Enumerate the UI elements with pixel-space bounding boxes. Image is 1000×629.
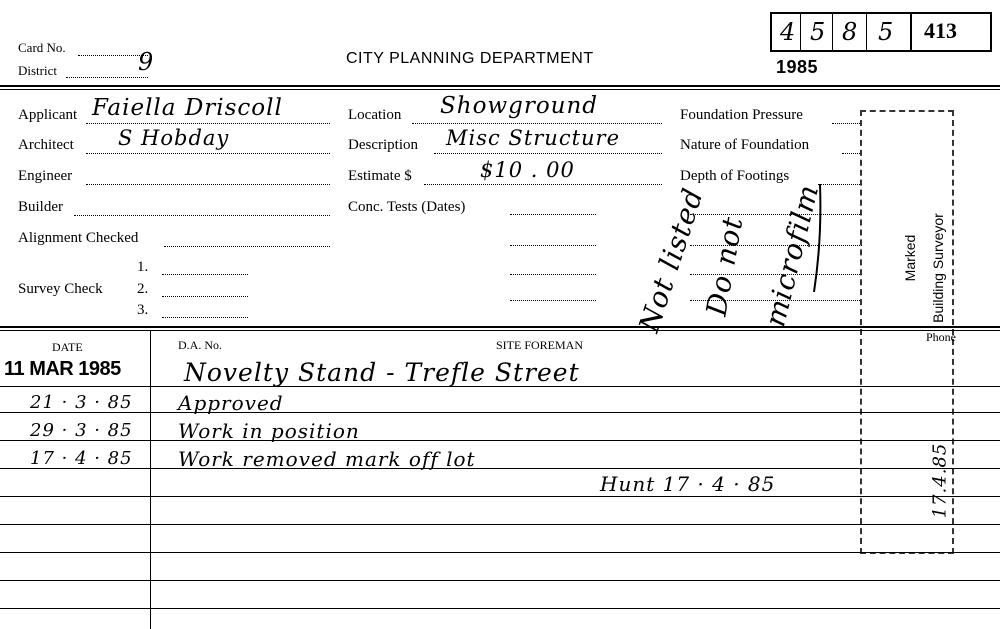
department-title: CITY PLANNING DEPARTMENT [346, 50, 594, 67]
number-digit-3: 8 [842, 18, 859, 46]
description-label: Description [348, 137, 418, 153]
row-2-date: 21 · 3 · 85 [30, 392, 133, 413]
row-3-entry: Work in position [178, 419, 360, 443]
architect-label: Architect [18, 137, 74, 153]
row-4-date: 17 · 4 · 85 [30, 448, 133, 469]
conc-tests-label: Conc. Tests (Dates) [348, 199, 466, 215]
builder-label: Builder [18, 199, 63, 215]
site-foreman-header: SITE FOREMAN [496, 338, 584, 352]
district-line [66, 77, 148, 78]
alignment-label: Alignment Checked [18, 230, 139, 246]
signature: Hunt 17 · 4 · 85 [600, 472, 776, 496]
applicant-value: Faiella Driscoll [92, 95, 283, 121]
phone-header: Phone [926, 330, 956, 344]
estimate-label: Estimate $ [348, 168, 412, 184]
district-label: District [18, 63, 57, 78]
number-suffix: 413 [924, 18, 957, 43]
row-1-date: 11 MAR 1985 [4, 358, 121, 380]
number-digit-2: 5 [810, 18, 827, 46]
stamp-date: 17.4.85 [929, 442, 951, 519]
row-1-entry: Novelty Stand - Trefle Street [184, 358, 580, 387]
date-header: DATE [52, 340, 83, 354]
table-rule-top [0, 326, 1000, 328]
note-stroke [800, 180, 840, 300]
engineer-label: Engineer [18, 168, 73, 184]
depth-of-footings-label: Depth of Footings [680, 168, 790, 184]
row-2-entry: Approved [178, 391, 284, 415]
da-no-header: D.A. No. [178, 338, 222, 352]
stamp-marked: Marked [902, 234, 918, 282]
description-value: Misc Structure [446, 126, 621, 150]
stamp-surveyor: Building Surveyor [930, 213, 946, 323]
location-value: Showground [440, 93, 599, 119]
architect-value: S Hobday [118, 126, 230, 150]
location-label: Location [348, 107, 402, 123]
year: 1985 [776, 57, 819, 77]
nature-of-foundation-label: Nature of Foundation [680, 137, 810, 153]
card-no-label: Card No. [18, 40, 66, 55]
survey-item-2: 2. [137, 281, 149, 297]
note-microfilm: microfilm [758, 180, 826, 330]
number-digit-4: 5 [878, 18, 895, 46]
date-column-divider [150, 330, 151, 629]
survey-check-label: Survey Check [18, 281, 103, 297]
header-rule-top [0, 85, 1000, 87]
estimate-value: $10 . 00 [480, 158, 575, 182]
applicant-label: Applicant [18, 107, 78, 123]
number-digit-1: 4 [780, 18, 797, 46]
survey-item-3: 3. [137, 302, 149, 318]
header-rule-bottom [0, 89, 1000, 90]
survey-item-1: 1. [137, 259, 149, 275]
row-3-date: 29 · 3 · 85 [30, 420, 133, 441]
foundation-pressure-label: Foundation Pressure [680, 107, 803, 123]
district-value: 9 [138, 48, 155, 76]
note-not-listed: Not listed [632, 183, 710, 337]
row-4-entry: Work removed mark off lot [178, 447, 476, 471]
note-do-not: Do not [699, 213, 750, 319]
